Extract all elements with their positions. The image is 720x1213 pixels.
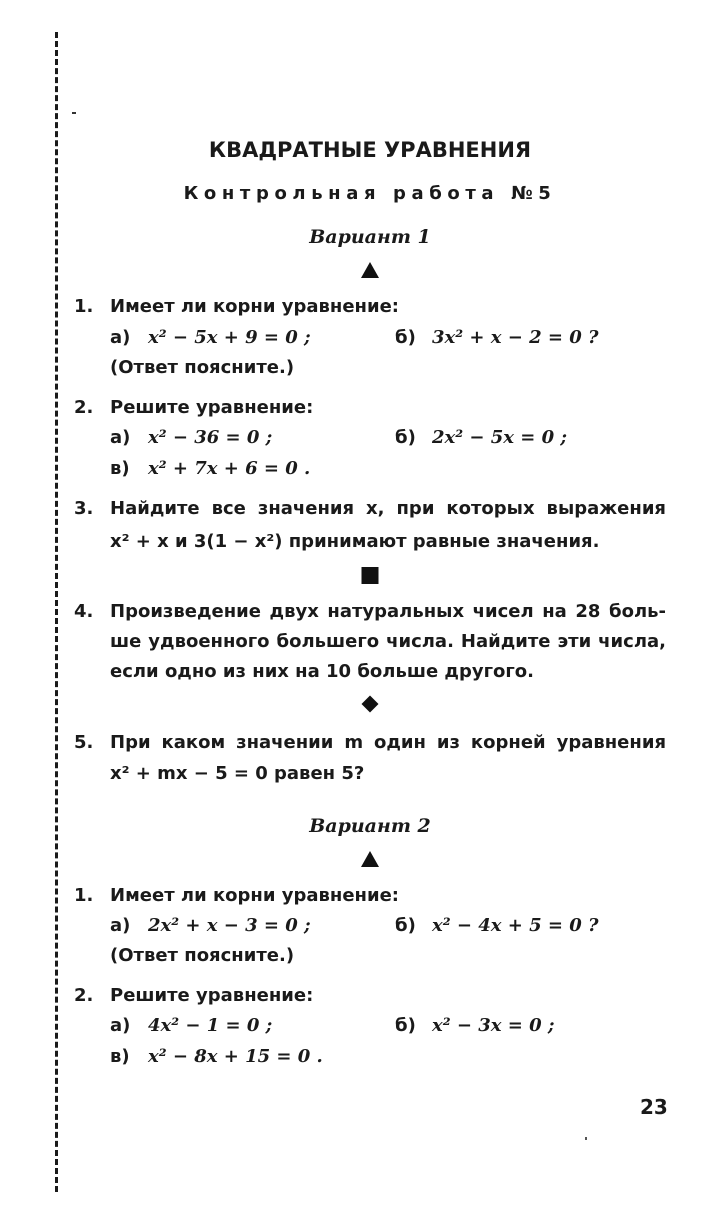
- task-note: (Ответ поясните.): [110, 945, 295, 966]
- task-number: 3.: [74, 498, 94, 519]
- option-label: в): [110, 1046, 130, 1067]
- option-label: в): [110, 458, 130, 479]
- equation: x² − 4x + 5 = 0 ?: [432, 915, 599, 936]
- variant-1-title: Вариант 1: [309, 226, 431, 248]
- equation: 4x² − 1 = 0 ;: [148, 1015, 273, 1036]
- equation: x² + 7x + 6 = 0 .: [148, 458, 311, 479]
- page-number: 23: [640, 1095, 668, 1119]
- option-label: а): [110, 1015, 131, 1036]
- task-number: 4.: [74, 601, 94, 622]
- equation: x² − 8x + 15 = 0 .: [148, 1046, 323, 1067]
- option-label: а): [110, 427, 131, 448]
- task-text: При каком значении m один из корней уравнения: [110, 732, 666, 753]
- option-label: а): [110, 327, 131, 348]
- task-number: 5.: [74, 732, 94, 753]
- equation: 2x² − 5x = 0 ;: [432, 427, 568, 448]
- equation: x² − 36 = 0 ;: [148, 427, 273, 448]
- option-label: б): [395, 1015, 416, 1036]
- equation: x² − 3x = 0 ;: [432, 1015, 555, 1036]
- task-note: (Ответ поясните.): [110, 357, 295, 378]
- task-text: Решите уравнение:: [110, 985, 314, 1006]
- option-label: б): [395, 327, 416, 348]
- task-number: 1.: [74, 296, 94, 317]
- task-text: ше удвоенного большего числа. Найдите эти числа,: [110, 631, 666, 652]
- print-speck: [72, 112, 76, 114]
- task-number: 1.: [74, 885, 94, 906]
- task-text: Имеет ли корни уравнение:: [110, 885, 399, 906]
- page-title: КВАДРАТНЫЕ УРАВНЕНИЯ: [208, 138, 532, 162]
- equation: 2x² + x − 3 = 0 ;: [148, 915, 311, 936]
- task-number: 2.: [74, 985, 94, 1006]
- page-subtitle: Контрольная работа №5: [183, 183, 557, 204]
- square-icon: [362, 567, 379, 584]
- task-text: Произведение двух натуральных чисел на 28 боль-: [110, 601, 666, 622]
- option-label: б): [395, 915, 416, 936]
- cut-line: [55, 32, 58, 1192]
- task-text: Решите уравнение:: [110, 397, 314, 418]
- triangle-icon: [361, 851, 379, 867]
- equation: x² − 5x + 9 = 0 ;: [148, 327, 311, 348]
- task-text: x² + x и 3(1 − x²) принимают равные значения.: [110, 531, 600, 552]
- task-text: Имеет ли корни уравнение:: [110, 296, 399, 317]
- task-text: Найдите все значения x, при которых выражения: [110, 498, 666, 519]
- option-label: а): [110, 915, 131, 936]
- equation: 3x² + x − 2 = 0 ?: [432, 327, 599, 348]
- print-speck: [585, 1137, 587, 1140]
- option-label: б): [395, 427, 416, 448]
- task-text: если одно из них на 10 больше другого.: [110, 661, 534, 682]
- variant-2-title: Вариант 2: [309, 815, 431, 837]
- task-text: x² + mx − 5 = 0 равен 5?: [110, 763, 365, 784]
- task-number: 2.: [74, 397, 94, 418]
- diamond-icon: [362, 696, 379, 713]
- triangle-icon: [361, 262, 379, 278]
